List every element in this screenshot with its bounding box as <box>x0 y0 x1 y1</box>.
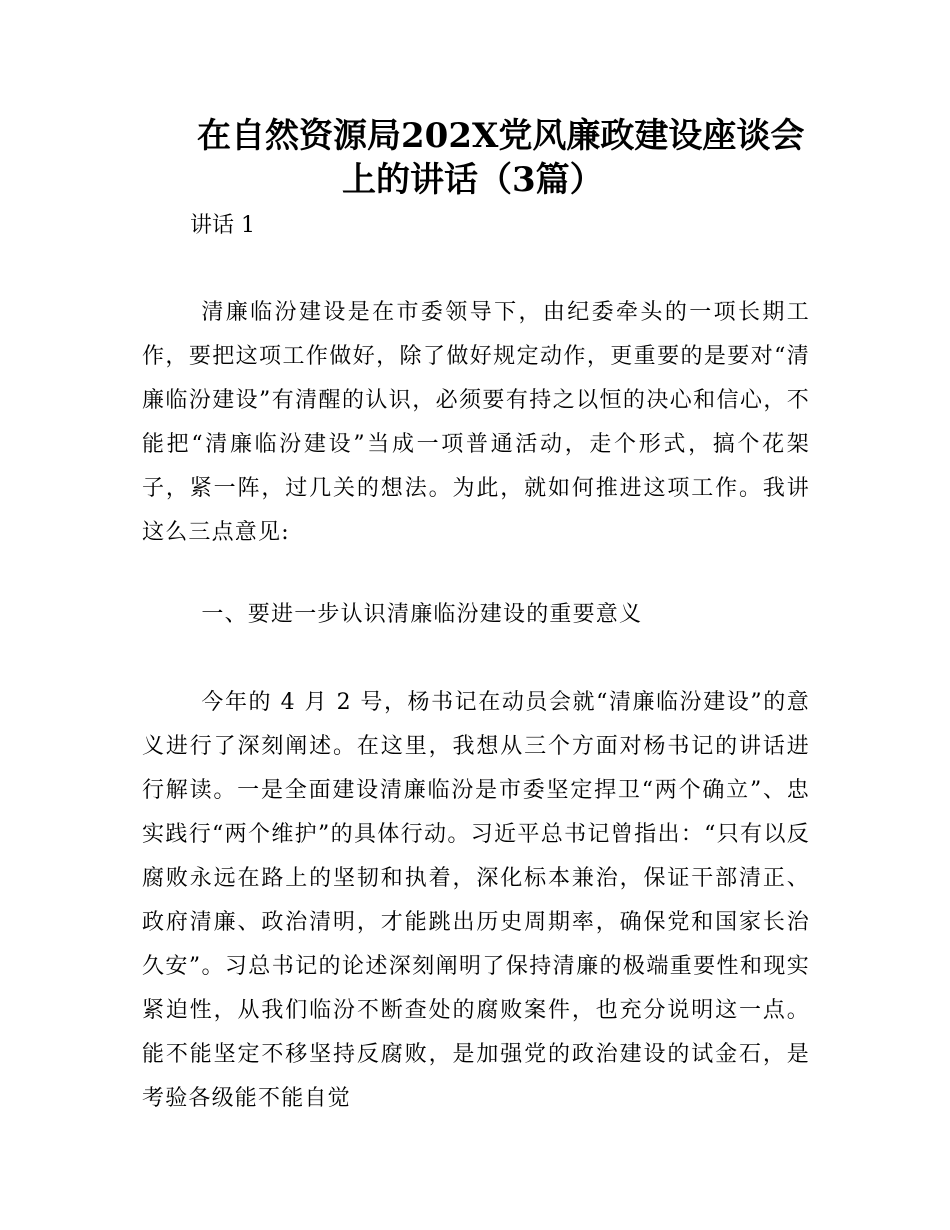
section-heading: 一、要进一步认识清廉临汾建设的重要意义 <box>201 602 643 627</box>
paragraph-intro: 清廉临汾建设是在市委领导下，由纪委牵头的一项长期工作，要把这项工作做好，除了做好规定动作，更重要的是要对“清廉临汾建设”有清醒的认识，必须要有持之以恒的决心和信心，不能把“清廉临汾建设”当成一项普通活动，走个形式，搞个花架子，紧一阵，过几关的想法。为此，就如何推进这项工作。我讲这么三点意见: <box>142 300 810 545</box>
document-title-line-2: 上的讲话（3篇） <box>342 160 604 200</box>
paragraph-body: 今年的 4 月 2 号，杨书记在动员会就“清廉临汾建设”的意义进行了深刻阐述。在这里，我想从三个方面对杨书记的讲话进行解读。一是全面建设清廉临汾是市委坚定捍卫“两个确立”、忠实践行“两个维护”的具体行动。习近平总书记曾指出：“只有以反腐败永远在路上的坚韧和执着，深化标本兼治，保证干部清正、政府清廉、政治清明，才能跳出历史周期率，确保党和国家长治久安”。习总书记的论述深刻阐明了保持清廉的极端重要性和现实紧迫性，从我们临汾不断查处的腐败案件，也充分说明这一点。能不能坚定不移坚持反腐败，是加强党的政治建设的试金石，是考验各级能不能自觉 <box>142 690 810 1111</box>
speech-label: 讲话 1 <box>190 213 255 238</box>
document-title-line-1: 在自然资源局202X党风廉政建设座谈会 <box>197 116 805 156</box>
